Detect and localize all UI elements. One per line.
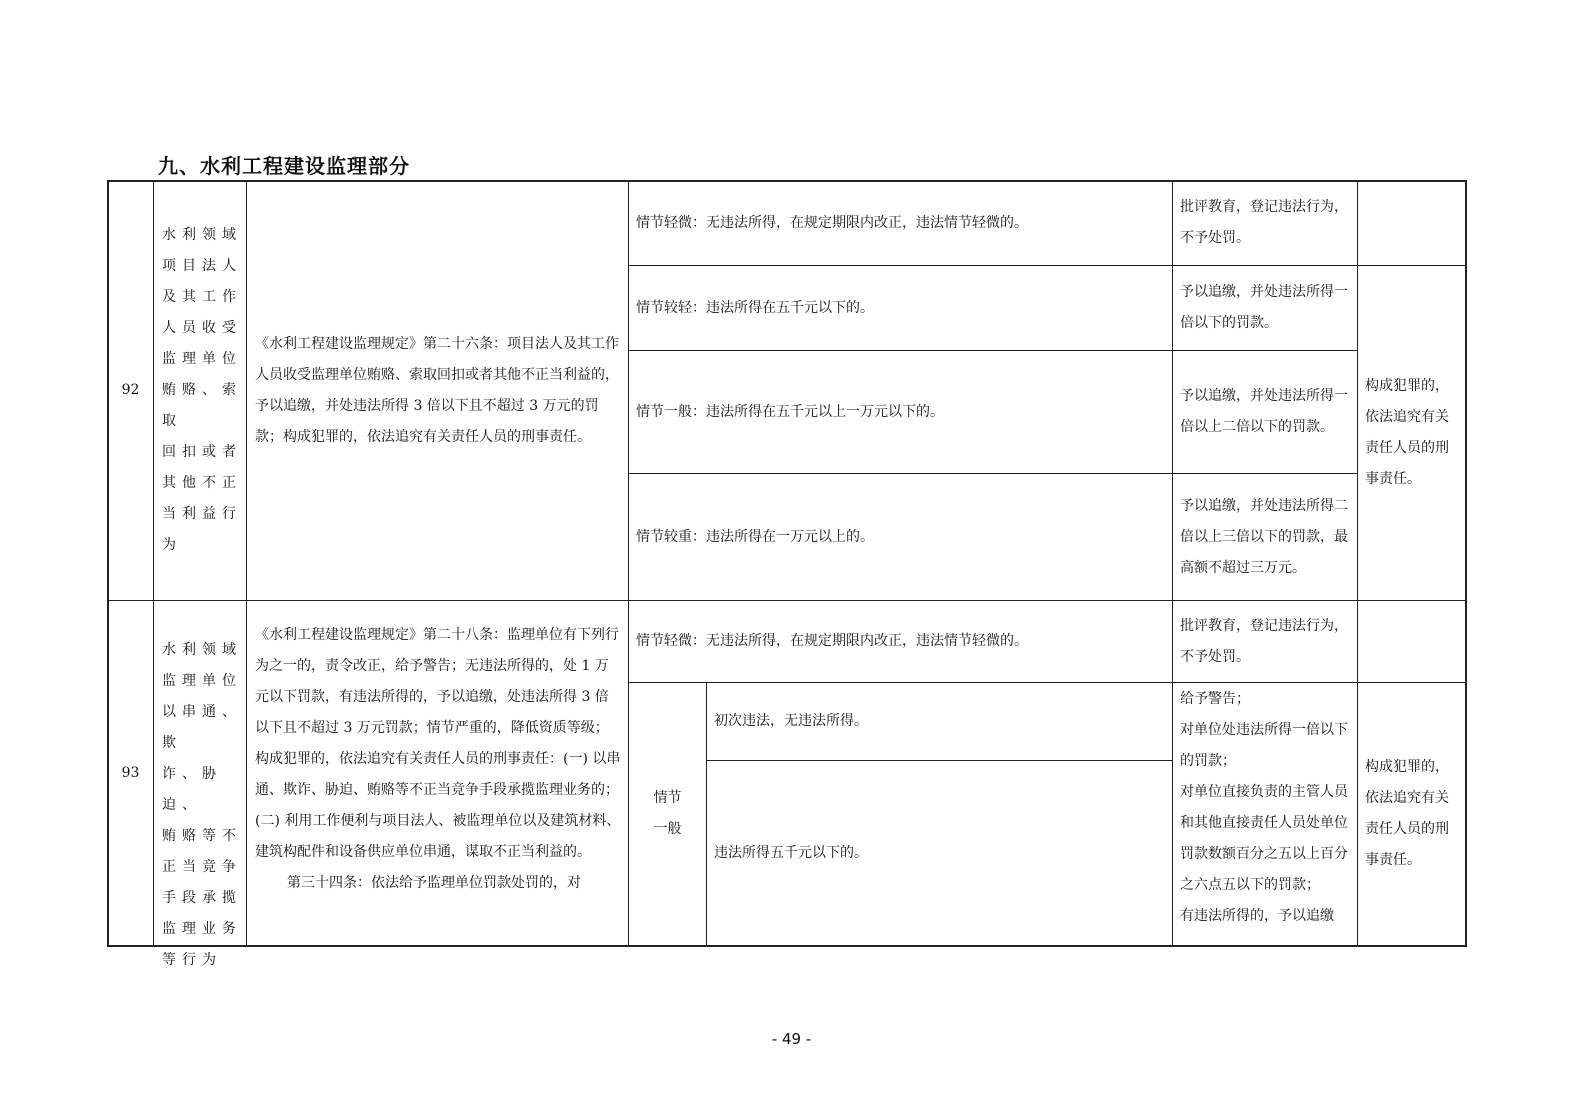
sub-circumstance-text: 初次违法，无违法所得。 bbox=[714, 713, 868, 729]
circumstance-desc-text: 情节较轻：违法所得在五千元以下的。 bbox=[636, 299, 874, 316]
level-label-cell bbox=[629, 683, 706, 945]
legal-basis-cell bbox=[247, 181, 628, 600]
row-number-text: 92 bbox=[121, 382, 140, 398]
legal-basis-text: 《水利工程建设监理规定》第二十八条：监理单位有下列行为之一的，责令改正，给予警告；无违法所得的，处 1 万元以下罚款，有违法所得的，予以追缴，处违法所得 3 倍以下且不超过 3 万元罚款；情节严重的，降低资质等级；构成犯罪的，依法追究有关责任人员的刑事责任：(一) 以串通、欺诈、胁迫、贿赂等不正当竞争手段承揽监理业务的；(二) 利用工作便利与项目法人、被监理单位以及建筑材料、建筑构配件和设备供应单位串通，谋取不正当利益的。 bbox=[255, 627, 621, 860]
penalty-text: 给予警告； 对单位处违法所得一倍以下的罚款； 对单位直接负责的主管人员和其他直接责任人员处单位罚款数额百分之五以上百分之六点五以下的罚款； 有违法所得的，予以追缴 bbox=[1180, 691, 1348, 924]
sub-circumstance bbox=[707, 683, 1172, 760]
section-heading: 九、水利工程建设监理部分 bbox=[158, 154, 410, 178]
penalty-cell bbox=[1173, 181, 1357, 265]
legal-basis-cell bbox=[247, 620, 628, 945]
table-border-right bbox=[1465, 180, 1467, 947]
note-cell bbox=[1358, 683, 1465, 945]
penalty-table bbox=[107, 180, 1467, 968]
penalty-cell bbox=[1173, 474, 1357, 600]
circumstance-desc-text: 情节较重：违法所得在一万元以上的。 bbox=[636, 528, 874, 545]
note-text: 构成犯罪的，依法追究有关责任人员的刑事责任。 bbox=[1365, 378, 1449, 487]
circumstance-desc bbox=[629, 181, 1172, 265]
penalty-text: 批评教育，登记违法行为，不予处罚。 bbox=[1180, 199, 1348, 246]
circumstance-desc-text: 情节轻微：无违法所得，在规定期限内改正，违法情节轻微的。 bbox=[636, 214, 1028, 231]
note-text: 构成犯罪的，依法追究有关责任人员的刑事责任。 bbox=[1365, 759, 1449, 868]
circumstance-desc bbox=[629, 474, 1172, 600]
table-border-bottom bbox=[107, 945, 1467, 947]
behavior-cell bbox=[154, 635, 246, 968]
circumstance-desc bbox=[629, 351, 1172, 473]
circumstance-desc-text: 情节一般：违法所得在五千元以上一万元以下的。 bbox=[636, 403, 944, 420]
sub-circumstance bbox=[707, 761, 1172, 945]
penalty-cell bbox=[1173, 683, 1357, 945]
row-number-text: 93 bbox=[121, 764, 140, 781]
penalty-text: 予以追缴，并处违法所得一倍以下的罚款。 bbox=[1180, 284, 1348, 331]
level-label-text: 情节 一般 bbox=[653, 790, 682, 837]
circumstance-desc bbox=[629, 266, 1172, 350]
penalty-cell bbox=[1173, 266, 1357, 350]
note-cell bbox=[1358, 266, 1465, 600]
sub-circumstance-text: 违法所得五千元以下的。 bbox=[714, 844, 868, 861]
legal-basis-text: 《水利工程建设监理规定》第二十六条：项目法人及其工作人员收受监理单位贿赂、索取回扣或者其他不正当利益的，予以追缴，并处违法所得 3 倍以下且不超过 3 万元的罚款；构成犯罪的，依法追究有关责任人员的刑事责任。 bbox=[255, 335, 619, 445]
row-number bbox=[108, 601, 153, 945]
penalty-cell bbox=[1173, 601, 1357, 682]
circumstance-desc bbox=[629, 601, 1172, 682]
penalty-text: 批评教育，登记违法行为，不予处罚。 bbox=[1180, 617, 1348, 665]
behavior-cell bbox=[154, 181, 246, 600]
behavior-text: 水利领域 监理单位 以串通、欺 诈、胁迫、 贿赂等不 正当竞争 手段承揽 监理业务 等行为 bbox=[162, 642, 242, 968]
legal-basis-continued: 第三十四条：依法给予监理单位罚款处罚的，对 bbox=[287, 875, 581, 891]
circumstance-desc-text: 情节轻微：无违法所得，在规定期限内改正，违法情节轻微的。 bbox=[636, 633, 1028, 649]
page-number: - 49 - bbox=[771, 1030, 812, 1048]
penalty-cell bbox=[1173, 351, 1357, 473]
behavior-text: 水利领域 项目法人 及其工作 人员收受 监理单位 贿赂、索取 回扣或者 其他不正 当利益行 为 bbox=[162, 227, 242, 553]
penalty-text: 予以追缴，并处违法所得一倍以上二倍以下的罚款。 bbox=[1180, 388, 1348, 435]
penalty-text: 予以追缴，并处违法所得二倍以上三倍以下的罚款，最高额不超过三万元。 bbox=[1180, 497, 1348, 576]
row-number bbox=[108, 181, 153, 600]
